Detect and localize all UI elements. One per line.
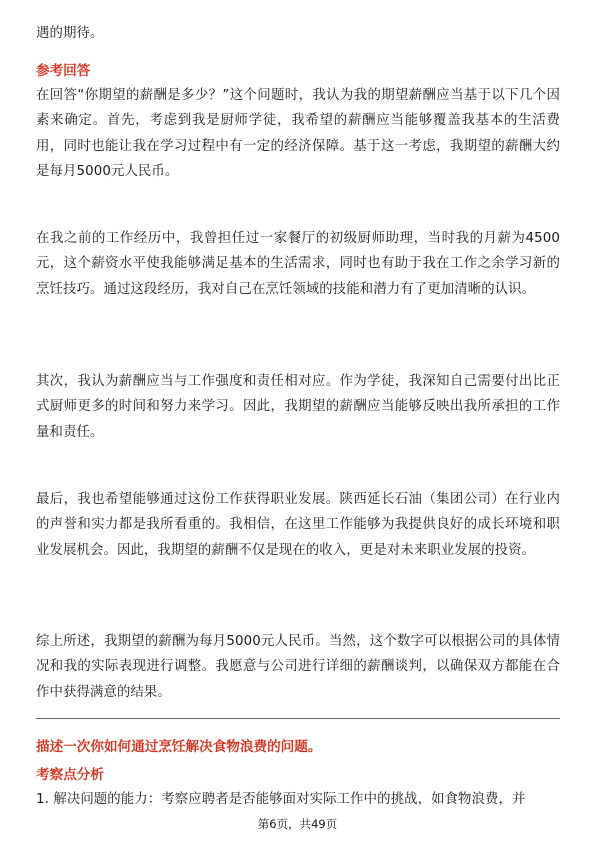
section-divider [36, 718, 560, 719]
answer-heading: 参考回答 [36, 63, 91, 79]
answer-paragraph-4-block [36, 487, 560, 563]
question-title-block [36, 737, 560, 757]
answer-paragraph: 在回答“你期望的薪酬是多少？”这个问题时，我认为我的期望薪酬应当基于以下几个因素来确定。首先，考虑到我是厨师学徒，我希望的薪酬应当能够覆盖我基本的生活费用，同时也能让我在学习过程中有一定的经济保障。基于这一考虑，我期望的薪酬大约是每月5000元人民币。 [36, 88, 560, 179]
analysis-point: 1. 解决问题的能力：考察应聘者是否能够面对实际工作中的挑战，如食物浪费，并 [36, 792, 526, 807]
analysis-heading-block [36, 765, 560, 785]
answer-paragraph: 最后，我也希望能够通过这份工作获得职业发展。陕西延长石油（集团公司）在行业内的声誉和实力都是我所看重的。我相信，在这里工作能够为我提供良好的成长环境和职业发展机会。因此，我期望的薪酬不仅是现在的收入，更是对未来职业发展的投资。 [36, 492, 560, 558]
analysis-heading: 考察点分析 [36, 767, 104, 783]
answer-paragraph: 其次，我认为薪酬应当与工作强度和责任相对应。作为学徒，我深知自己需要付出比正式厨师更多的时间和努力来学习。因此，我期望的薪酬应当能够反映出我所承担的工作量和责任。 [36, 374, 560, 440]
continuation-paragraph: 遇的期待。 [36, 26, 104, 41]
page-number-footer: 第6页，共49页 [257, 817, 338, 831]
answer-heading-block [36, 61, 560, 81]
answer-paragraph-5-block [36, 629, 560, 705]
answer-paragraph-2-block [36, 226, 560, 302]
answer-paragraph-3-block [36, 369, 560, 445]
answer-paragraph-1-block [36, 83, 560, 184]
answer-paragraph: 综上所述，我期望的薪酬为每月5000元人民币。当然，这个数字可以根据公司的具体情况和我的实际表现进行调整。我愿意与公司进行详细的薪酬谈判，以确保双方都能在合作中获得满意的结果。 [36, 634, 560, 700]
answer-paragraph: 在我之前的工作经历中，我曾担任过一家餐厅的初级厨师助理，当时我的月薪为4500元，这个薪资水平使我能够满足基本的生活需求，同时也有助于我在工作之余学习新的烹饪技巧。通过这段经历，我对自己在烹饪领域的技能和潜力有了更加清晰的认识。 [36, 231, 560, 297]
analysis-point-block [36, 789, 560, 811]
question-title: 描述一次你如何通过烹饪解决食物浪费的问题。 [36, 739, 322, 755]
continuation-text-block [36, 21, 560, 46]
